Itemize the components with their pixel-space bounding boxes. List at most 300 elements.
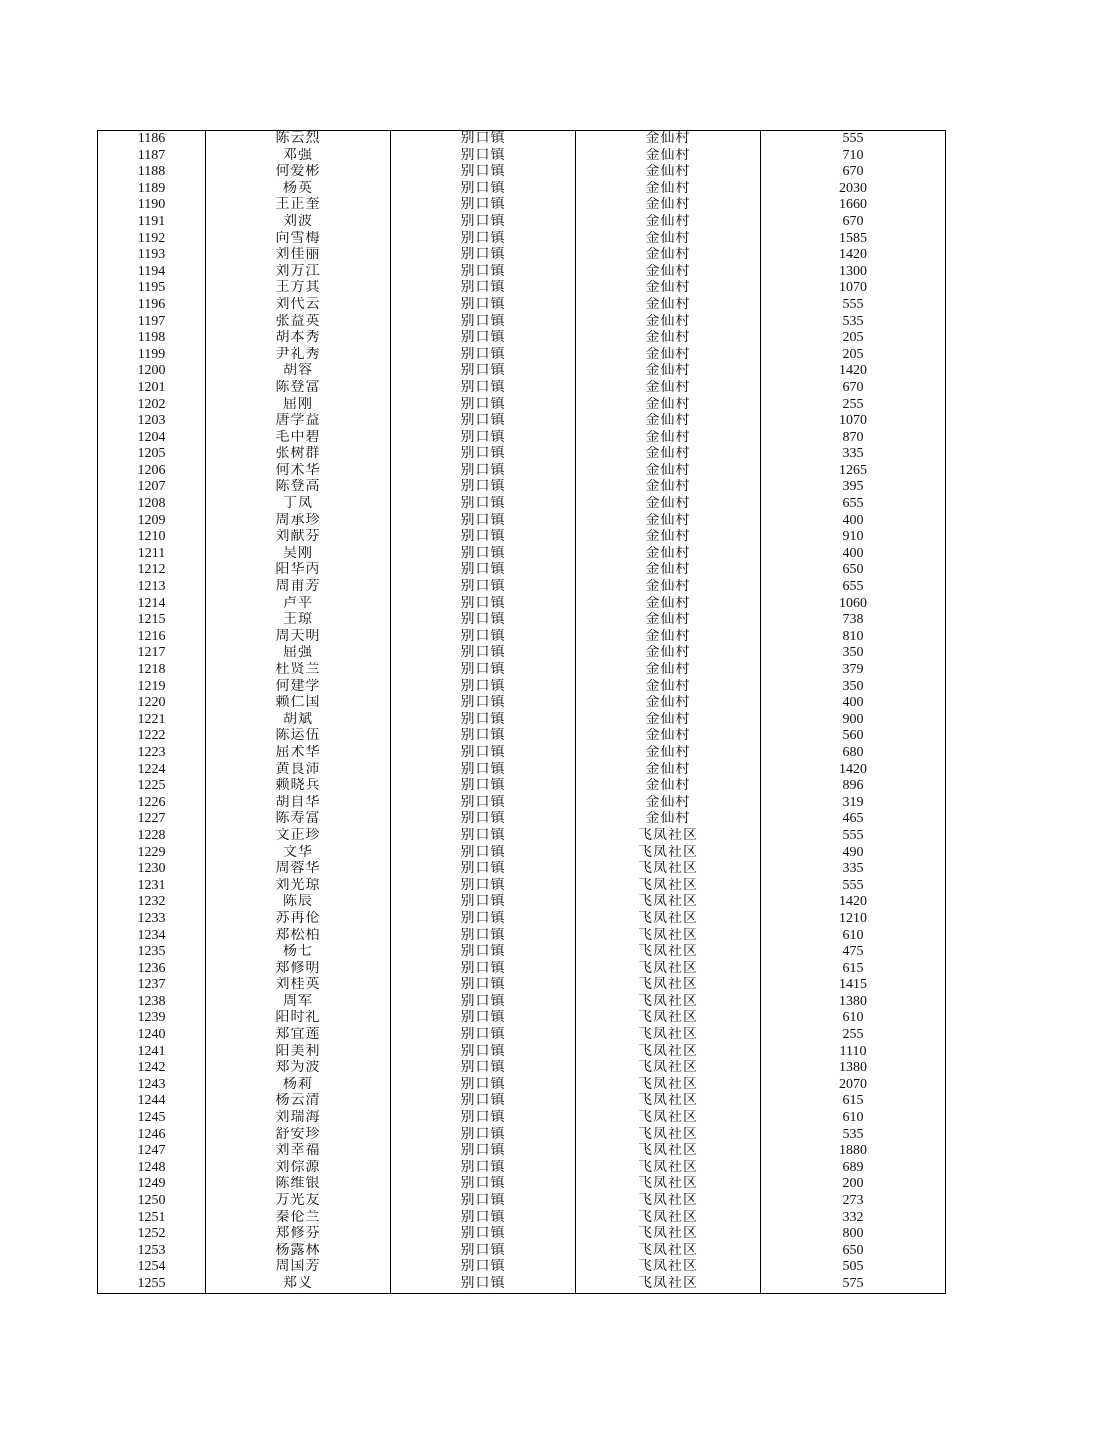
person-name: 秦伦兰	[206, 1210, 391, 1227]
table-row	[98, 1243, 946, 1260]
table-row	[98, 562, 946, 579]
amount-value: 1210	[761, 911, 946, 928]
town-name: 别口镇	[391, 861, 576, 878]
table-row	[98, 1143, 946, 1160]
amount-value: 2030	[761, 181, 946, 198]
data-table	[97, 130, 946, 1294]
person-name: 郑修芬	[206, 1226, 391, 1243]
person-name: 刘佳丽	[206, 247, 391, 264]
amount-value: 1300	[761, 264, 946, 281]
row-number: 1206	[98, 463, 206, 480]
amount-value: 655	[761, 579, 946, 596]
table-body	[98, 131, 946, 1294]
person-name: 杨莉	[206, 1077, 391, 1094]
town-name: 别口镇	[391, 795, 576, 812]
village-name: 飞凤社区	[576, 1143, 761, 1160]
table-row	[98, 513, 946, 530]
village-name: 飞凤社区	[576, 878, 761, 895]
row-number: 1195	[98, 280, 206, 297]
amount-value: 350	[761, 679, 946, 696]
amount-value: 870	[761, 430, 946, 447]
person-name: 刘波	[206, 214, 391, 231]
row-number: 1200	[98, 363, 206, 380]
row-number: 1251	[98, 1210, 206, 1227]
person-name: 陈寿富	[206, 811, 391, 828]
village-name: 金仙村	[576, 214, 761, 231]
person-name: 周承珍	[206, 513, 391, 530]
amount-value: 1420	[761, 247, 946, 264]
row-number: 1196	[98, 297, 206, 314]
table-row	[98, 330, 946, 347]
town-name: 别口镇	[391, 662, 576, 679]
row-number: 1243	[98, 1077, 206, 1094]
amount-value: 335	[761, 446, 946, 463]
table-row	[98, 380, 946, 397]
village-name: 飞凤社区	[576, 1127, 761, 1144]
town-name: 别口镇	[391, 762, 576, 779]
table-row	[98, 1027, 946, 1044]
village-name: 金仙村	[576, 297, 761, 314]
amount-value: 2070	[761, 1077, 946, 1094]
table-row	[98, 845, 946, 862]
town-name: 别口镇	[391, 894, 576, 911]
village-name: 飞凤社区	[576, 1259, 761, 1276]
amount-value: 650	[761, 1243, 946, 1260]
village-name: 金仙村	[576, 513, 761, 530]
row-number: 1198	[98, 330, 206, 347]
row-number: 1220	[98, 695, 206, 712]
row-number: 1250	[98, 1193, 206, 1210]
amount-value: 255	[761, 1027, 946, 1044]
village-name: 飞凤社区	[576, 1010, 761, 1027]
village-name: 飞凤社区	[576, 1226, 761, 1243]
town-name: 别口镇	[391, 612, 576, 629]
amount-value: 655	[761, 496, 946, 513]
village-name: 金仙村	[576, 745, 761, 762]
table-row	[98, 662, 946, 679]
table-row	[98, 811, 946, 828]
village-name: 金仙村	[576, 430, 761, 447]
village-name: 金仙村	[576, 645, 761, 662]
town-name: 别口镇	[391, 446, 576, 463]
row-number: 1221	[98, 712, 206, 729]
person-name: 周甫芳	[206, 579, 391, 596]
amount-value: 350	[761, 645, 946, 662]
person-name: 何术华	[206, 463, 391, 480]
town-name: 别口镇	[391, 529, 576, 546]
row-number: 1239	[98, 1010, 206, 1027]
table-row	[98, 148, 946, 165]
person-name: 尹礼秀	[206, 347, 391, 364]
town-name: 别口镇	[391, 430, 576, 447]
town-name: 别口镇	[391, 380, 576, 397]
town-name: 别口镇	[391, 1143, 576, 1160]
person-name: 刘桂英	[206, 977, 391, 994]
amount-value: 1415	[761, 977, 946, 994]
table-row	[98, 496, 946, 513]
table-row	[98, 247, 946, 264]
person-name: 黄良沛	[206, 762, 391, 779]
table-row	[98, 1259, 946, 1276]
village-name: 飞凤社区	[576, 961, 761, 978]
row-number: 1217	[98, 645, 206, 662]
table-row	[98, 397, 946, 414]
row-number: 1227	[98, 811, 206, 828]
row-number: 1210	[98, 529, 206, 546]
person-name: 刘代云	[206, 297, 391, 314]
town-name: 别口镇	[391, 264, 576, 281]
village-name: 金仙村	[576, 496, 761, 513]
amount-value: 670	[761, 380, 946, 397]
village-name: 飞凤社区	[576, 1160, 761, 1177]
table-row	[98, 197, 946, 214]
town-name: 别口镇	[391, 745, 576, 762]
town-name: 别口镇	[391, 330, 576, 347]
town-name: 别口镇	[391, 629, 576, 646]
village-name: 金仙村	[576, 131, 761, 148]
town-name: 别口镇	[391, 679, 576, 696]
town-name: 别口镇	[391, 314, 576, 331]
table-row	[98, 1127, 946, 1144]
amount-value: 670	[761, 164, 946, 181]
amount-value: 610	[761, 1110, 946, 1127]
row-number: 1226	[98, 795, 206, 812]
town-name: 别口镇	[391, 944, 576, 961]
town-name: 别口镇	[391, 197, 576, 214]
table-row	[98, 961, 946, 978]
village-name: 飞凤社区	[576, 944, 761, 961]
amount-value: 689	[761, 1160, 946, 1177]
amount-value: 555	[761, 131, 946, 148]
village-name: 飞凤社区	[576, 911, 761, 928]
town-name: 别口镇	[391, 1243, 576, 1260]
table-row	[98, 164, 946, 181]
person-name: 向雪梅	[206, 231, 391, 248]
table-row	[98, 612, 946, 629]
row-number: 1207	[98, 479, 206, 496]
amount-value: 535	[761, 1127, 946, 1144]
village-name: 金仙村	[576, 762, 761, 779]
row-number: 1212	[98, 562, 206, 579]
table-row	[98, 1226, 946, 1243]
row-number: 1248	[98, 1160, 206, 1177]
person-name: 陈云烈	[206, 131, 391, 148]
town-name: 别口镇	[391, 1193, 576, 1210]
row-number: 1189	[98, 181, 206, 198]
amount-value: 335	[761, 861, 946, 878]
amount-value: 379	[761, 662, 946, 679]
town-name: 别口镇	[391, 579, 576, 596]
table-row	[98, 1276, 946, 1293]
person-name: 阳时礼	[206, 1010, 391, 1027]
town-name: 别口镇	[391, 214, 576, 231]
row-number: 1203	[98, 413, 206, 430]
table-row	[98, 994, 946, 1011]
row-number: 1216	[98, 629, 206, 646]
village-name: 飞凤社区	[576, 928, 761, 945]
village-name: 金仙村	[576, 795, 761, 812]
row-number: 1255	[98, 1276, 206, 1293]
table-row	[98, 314, 946, 331]
amount-value: 332	[761, 1210, 946, 1227]
table-row	[98, 579, 946, 596]
table-row	[98, 679, 946, 696]
person-name: 苏再伦	[206, 911, 391, 928]
town-name: 别口镇	[391, 695, 576, 712]
village-name: 金仙村	[576, 363, 761, 380]
person-name: 胡自华	[206, 795, 391, 812]
table-row	[98, 1193, 946, 1210]
amount-value: 615	[761, 961, 946, 978]
village-name: 金仙村	[576, 679, 761, 696]
row-number: 1194	[98, 264, 206, 281]
town-name: 别口镇	[391, 778, 576, 795]
amount-value: 1420	[761, 762, 946, 779]
town-name: 别口镇	[391, 1077, 576, 1094]
person-name: 阳美利	[206, 1044, 391, 1061]
amount-value: 738	[761, 612, 946, 629]
row-number: 1208	[98, 496, 206, 513]
amount-value: 1110	[761, 1044, 946, 1061]
town-name: 别口镇	[391, 1127, 576, 1144]
table-row	[98, 861, 946, 878]
amount-value: 896	[761, 778, 946, 795]
person-name: 文华	[206, 845, 391, 862]
person-name: 刘瑞海	[206, 1110, 391, 1127]
row-number: 1242	[98, 1060, 206, 1077]
row-number: 1244	[98, 1093, 206, 1110]
town-name: 别口镇	[391, 1259, 576, 1276]
person-name: 周军	[206, 994, 391, 1011]
amount-value: 1380	[761, 994, 946, 1011]
amount-value: 1420	[761, 363, 946, 380]
person-name: 张益英	[206, 314, 391, 331]
table-row	[98, 1110, 946, 1127]
row-number: 1209	[98, 513, 206, 530]
village-name: 金仙村	[576, 778, 761, 795]
row-number: 1202	[98, 397, 206, 414]
village-name: 飞凤社区	[576, 1110, 761, 1127]
row-number: 1234	[98, 928, 206, 945]
village-name: 飞凤社区	[576, 828, 761, 845]
table-row	[98, 1060, 946, 1077]
person-name: 王琼	[206, 612, 391, 629]
amount-value: 1380	[761, 1060, 946, 1077]
row-number: 1247	[98, 1143, 206, 1160]
table-row	[98, 629, 946, 646]
village-name: 飞凤社区	[576, 1077, 761, 1094]
village-name: 金仙村	[576, 347, 761, 364]
table-row	[98, 430, 946, 447]
person-name: 刘幸福	[206, 1143, 391, 1160]
person-name: 胡斌	[206, 712, 391, 729]
village-name: 飞凤社区	[576, 894, 761, 911]
row-number: 1230	[98, 861, 206, 878]
town-name: 别口镇	[391, 231, 576, 248]
person-name: 杨露林	[206, 1243, 391, 1260]
town-name: 别口镇	[391, 1176, 576, 1193]
village-name: 金仙村	[576, 562, 761, 579]
person-name: 陈运伍	[206, 728, 391, 745]
row-number: 1232	[98, 894, 206, 911]
person-name: 屈刚	[206, 397, 391, 414]
town-name: 别口镇	[391, 1010, 576, 1027]
person-name: 郑修明	[206, 961, 391, 978]
town-name: 别口镇	[391, 878, 576, 895]
amount-value: 670	[761, 214, 946, 231]
row-number: 1223	[98, 745, 206, 762]
table-row	[98, 181, 946, 198]
village-name: 金仙村	[576, 264, 761, 281]
person-name: 刘献芬	[206, 529, 391, 546]
row-number: 1188	[98, 164, 206, 181]
table-row	[98, 645, 946, 662]
village-name: 飞凤社区	[576, 1276, 761, 1293]
town-name: 别口镇	[391, 513, 576, 530]
amount-value: 555	[761, 878, 946, 895]
town-name: 别口镇	[391, 397, 576, 414]
table-row	[98, 546, 946, 563]
table-row	[98, 878, 946, 895]
village-name: 金仙村	[576, 479, 761, 496]
village-name: 飞凤社区	[576, 994, 761, 1011]
town-name: 别口镇	[391, 596, 576, 613]
amount-value: 910	[761, 529, 946, 546]
amount-value: 555	[761, 297, 946, 314]
person-name: 王方其	[206, 280, 391, 297]
town-name: 别口镇	[391, 181, 576, 198]
amount-value: 1880	[761, 1143, 946, 1160]
person-name: 吴刚	[206, 546, 391, 563]
village-name: 金仙村	[576, 397, 761, 414]
table-row	[98, 1160, 946, 1177]
table-row	[98, 214, 946, 231]
town-name: 别口镇	[391, 911, 576, 928]
town-name: 别口镇	[391, 977, 576, 994]
person-name: 刘倧源	[206, 1160, 391, 1177]
amount-value: 465	[761, 811, 946, 828]
row-number: 1193	[98, 247, 206, 264]
row-number: 1252	[98, 1226, 206, 1243]
town-name: 别口镇	[391, 994, 576, 1011]
row-number: 1214	[98, 596, 206, 613]
row-number: 1199	[98, 347, 206, 364]
village-name: 金仙村	[576, 728, 761, 745]
town-name: 别口镇	[391, 1093, 576, 1110]
town-name: 别口镇	[391, 247, 576, 264]
town-name: 别口镇	[391, 811, 576, 828]
table-row	[98, 363, 946, 380]
town-name: 别口镇	[391, 131, 576, 148]
person-name: 胡容	[206, 363, 391, 380]
row-number: 1236	[98, 961, 206, 978]
town-name: 别口镇	[391, 1160, 576, 1177]
town-name: 别口镇	[391, 1110, 576, 1127]
amount-value: 710	[761, 148, 946, 165]
row-number: 1233	[98, 911, 206, 928]
person-name: 陈辰	[206, 894, 391, 911]
town-name: 别口镇	[391, 1044, 576, 1061]
table-row	[98, 712, 946, 729]
amount-value: 560	[761, 728, 946, 745]
village-name: 金仙村	[576, 596, 761, 613]
person-name: 周天明	[206, 629, 391, 646]
amount-value: 255	[761, 397, 946, 414]
town-name: 别口镇	[391, 1210, 576, 1227]
row-number: 1238	[98, 994, 206, 1011]
town-name: 别口镇	[391, 845, 576, 862]
row-number: 1187	[98, 148, 206, 165]
table-row	[98, 944, 946, 961]
person-name: 杨英	[206, 181, 391, 198]
town-name: 别口镇	[391, 413, 576, 430]
person-name: 毛中碧	[206, 430, 391, 447]
amount-value: 319	[761, 795, 946, 812]
town-name: 别口镇	[391, 546, 576, 563]
row-number: 1253	[98, 1243, 206, 1260]
person-name: 周蓉华	[206, 861, 391, 878]
village-name: 金仙村	[576, 314, 761, 331]
village-name: 金仙村	[576, 330, 761, 347]
amount-value: 200	[761, 1176, 946, 1193]
person-name: 杨七	[206, 944, 391, 961]
village-name: 金仙村	[576, 662, 761, 679]
row-number: 1241	[98, 1044, 206, 1061]
row-number: 1211	[98, 546, 206, 563]
row-number: 1240	[98, 1027, 206, 1044]
town-name: 别口镇	[391, 280, 576, 297]
town-name: 别口镇	[391, 562, 576, 579]
table-row	[98, 911, 946, 928]
person-name: 舒安珍	[206, 1127, 391, 1144]
amount-value: 1265	[761, 463, 946, 480]
town-name: 别口镇	[391, 363, 576, 380]
table-row	[98, 280, 946, 297]
row-number: 1222	[98, 728, 206, 745]
person-name: 刘光琼	[206, 878, 391, 895]
amount-value: 1060	[761, 596, 946, 613]
table-row	[98, 347, 946, 364]
village-name: 金仙村	[576, 380, 761, 397]
town-name: 别口镇	[391, 479, 576, 496]
table-row	[98, 529, 946, 546]
table-row	[98, 1093, 946, 1110]
village-name: 飞凤社区	[576, 1176, 761, 1193]
village-name: 飞凤社区	[576, 1044, 761, 1061]
village-name: 金仙村	[576, 612, 761, 629]
person-name: 邓强	[206, 148, 391, 165]
person-name: 郑为波	[206, 1060, 391, 1077]
town-name: 别口镇	[391, 728, 576, 745]
table-row	[98, 928, 946, 945]
town-name: 别口镇	[391, 463, 576, 480]
amount-value: 610	[761, 1010, 946, 1027]
village-name: 飞凤社区	[576, 1193, 761, 1210]
row-number: 1254	[98, 1259, 206, 1276]
row-number: 1190	[98, 197, 206, 214]
amount-value: 800	[761, 1226, 946, 1243]
row-number: 1246	[98, 1127, 206, 1144]
town-name: 别口镇	[391, 961, 576, 978]
village-name: 金仙村	[576, 148, 761, 165]
amount-value: 615	[761, 1093, 946, 1110]
village-name: 金仙村	[576, 811, 761, 828]
row-number: 1204	[98, 430, 206, 447]
amount-value: 810	[761, 629, 946, 646]
village-name: 飞凤社区	[576, 1210, 761, 1227]
table-row	[98, 479, 946, 496]
table-row	[98, 894, 946, 911]
